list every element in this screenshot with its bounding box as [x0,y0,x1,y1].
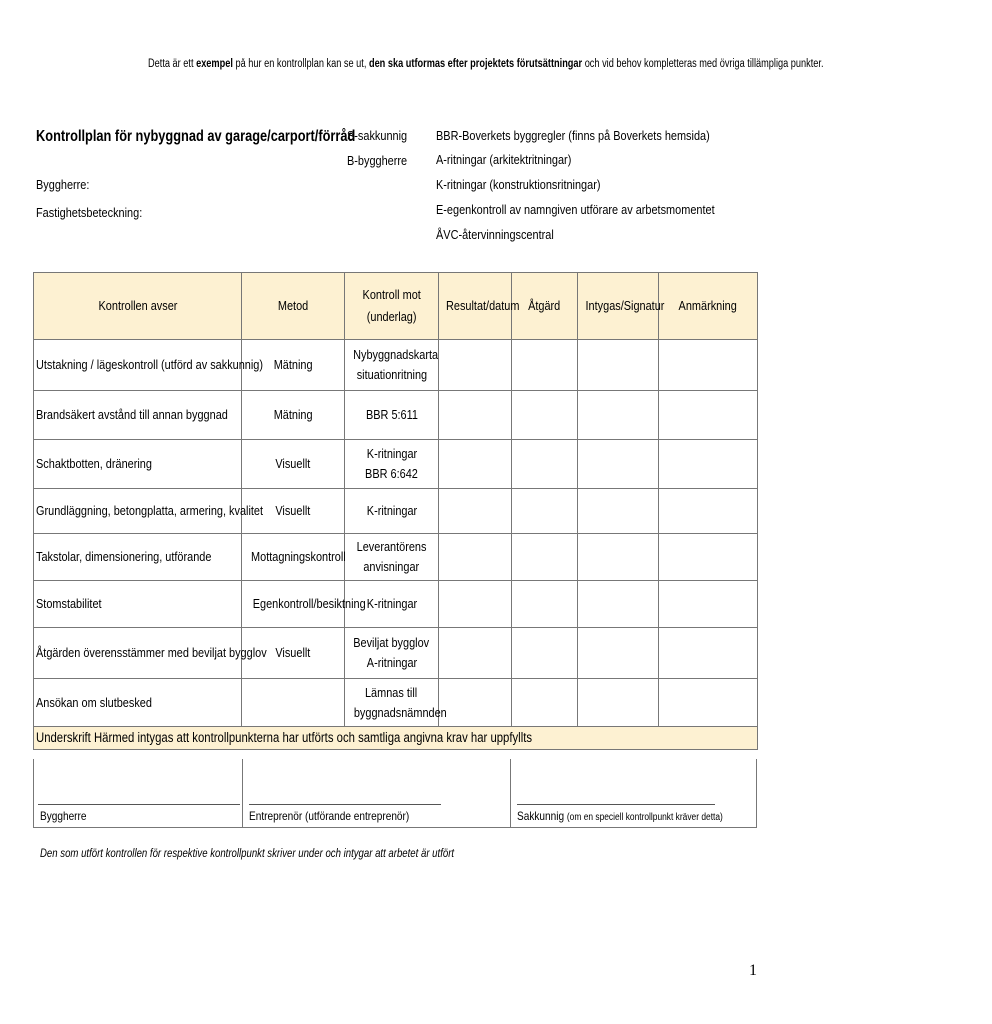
cell-resultat[interactable] [439,489,512,534]
header-kontrollen-avser: Kontrollen avser [34,273,242,340]
header-kontroll-mot: Kontroll mot (underlag) [345,273,439,340]
legend-a-ritningar: A-ritningar (arkitektritningar) [436,152,572,167]
table-row [34,440,758,489]
cell-kontroll-mot: K-ritningar [345,489,439,534]
fastighetsbeteckning-field-label: Fastighetsbeteckning: [36,205,143,220]
header-intygas-signatur: Intygas/Signatur [578,273,659,340]
cell-kontroll: Åtgärden överensstämmer med beviljat bygglov [34,628,242,679]
header-metod: Metod [242,273,345,340]
header-resultat-datum: Resultat/datum [439,273,512,340]
cell-resultat[interactable] [439,391,512,440]
cell-signatur[interactable] [578,340,659,391]
cell-kontroll: Brandsäkert avstånd till annan byggnad [34,391,242,440]
cell-anmarkning[interactable] [659,440,758,489]
legend-bbr: BBR-Boverkets byggregler (finns på Boverkets hemsida) [436,128,710,143]
cell-signatur[interactable] [578,628,659,679]
cell-signatur[interactable] [578,679,659,727]
byggherre-field-label: Byggherre: [36,177,90,192]
cell-metod: Mätning [242,340,345,391]
document-title: Kontrollplan för nybyggnad av garage/carport/förråd [36,128,356,145]
table-row [34,391,758,440]
table-row [34,340,758,391]
footer-note: Den som utfört kontrollen för respektive kontrollpunkt skriver under och intygar att arbetet är utfört [40,846,455,860]
cell-kontroll-mot: K-ritningar BBR 6:642 [345,440,439,489]
cell-anmarkning[interactable] [659,340,758,391]
cell-metod: Visuellt [242,628,345,679]
cell-anmarkning[interactable] [659,489,758,534]
cell-metod: Egenkontroll/besiktning [242,581,345,628]
cell-atgard[interactable] [512,340,578,391]
cell-anmarkning[interactable] [659,581,758,628]
legend-egenkontroll: E-egenkontroll av namngiven utförare av arbetsmomentet [436,202,715,217]
signature-line [38,804,240,805]
table-header-row [34,273,758,340]
cell-signatur[interactable] [578,581,659,628]
header-anmarkning: Anmärkning [659,273,758,340]
control-plan-table [33,272,758,750]
cell-kontroll-mot: Leverantörens anvisningar [345,534,439,581]
cell-kontroll-mot: Lämnas till byggnadsnämnden [345,679,439,727]
cell-kontroll-mot: BBR 5:611 [345,391,439,440]
signature-area [33,759,757,828]
signature-cell-byggherre[interactable] [34,759,242,827]
cell-atgard[interactable] [512,534,578,581]
cell-kontroll-mot: Nybyggnadskarta situationritning [345,340,439,391]
abbreviation-sakkunnig: S-sakkunnig [347,128,408,143]
cell-kontroll: Stomstabilitet [34,581,242,628]
cell-atgard[interactable] [512,391,578,440]
signature-label-sakkunnig: Sakkunnig (om en speciell kontrollpunkt kräver detta) [517,809,723,823]
table-row [34,628,758,679]
signature-label-entreprenor: Entreprenör (utförande entreprenör) [249,809,410,823]
cell-metod: Visuellt [242,489,345,534]
cell-kontroll: Schaktbotten, dränering [34,440,242,489]
signature-line [517,804,715,805]
cell-resultat[interactable] [439,679,512,727]
legend-avc: ÅVC-återvinningscentral [436,227,554,242]
signature-cell-entreprenor[interactable] [242,759,511,827]
cell-resultat[interactable] [439,440,512,489]
cell-kontroll-mot: K-ritningar [345,581,439,628]
cell-resultat[interactable] [439,534,512,581]
cell-signatur[interactable] [578,489,659,534]
cell-signatur[interactable] [578,440,659,489]
cell-metod [242,679,345,727]
cell-kontroll-mot: Beviljat bygglov A-ritningar [345,628,439,679]
cell-kontroll: Grundläggning, betongplatta, armering, kvalitet [34,489,242,534]
legend-k-ritningar: K-ritningar (konstruktionsritningar) [436,177,601,192]
cell-kontroll: Takstolar, dimensionering, utförande [34,534,242,581]
header-atgard: Åtgärd [512,273,578,340]
table-row [34,581,758,628]
signature-header-row [34,727,758,750]
cell-atgard[interactable] [512,628,578,679]
signature-header: Underskrift Härmed intygas att kontrollpunkterna har utförts och samtliga angivna krav har uppfyllts [34,727,758,750]
cell-atgard[interactable] [512,581,578,628]
table-row [34,489,758,534]
cell-metod: Mottagningskontroll [242,534,345,581]
cell-resultat[interactable] [439,581,512,628]
cell-signatur[interactable] [578,391,659,440]
cell-atgard[interactable] [512,489,578,534]
cell-signatur[interactable] [578,534,659,581]
table-row [34,679,758,727]
cell-kontroll: Ansökan om slutbesked [34,679,242,727]
signature-line [249,804,441,805]
cell-kontroll: Utstakning / lägeskontroll (utförd av sakkunnig) [34,340,242,391]
cell-anmarkning[interactable] [659,534,758,581]
cell-metod: Mätning [242,391,345,440]
cell-anmarkning[interactable] [659,391,758,440]
signature-cell-sakkunnig[interactable] [510,759,757,827]
cell-anmarkning[interactable] [659,628,758,679]
cell-atgard[interactable] [512,440,578,489]
cell-metod: Visuellt [242,440,345,489]
page-number: 1 [749,962,757,979]
cell-atgard[interactable] [512,679,578,727]
cell-resultat[interactable] [439,628,512,679]
abbreviation-byggherre: B-byggherre [347,153,408,168]
cell-resultat[interactable] [439,340,512,391]
instruction-note: Detta är ett exempel på hur en kontrollplan kan se ut, den ska utformas efter projektets förutsättningar och vid behov kompletteras med övriga tillämpliga punkter. [148,58,824,70]
table-row [34,534,758,581]
cell-anmarkning[interactable] [659,679,758,727]
signature-label-byggherre: Byggherre [40,809,87,823]
